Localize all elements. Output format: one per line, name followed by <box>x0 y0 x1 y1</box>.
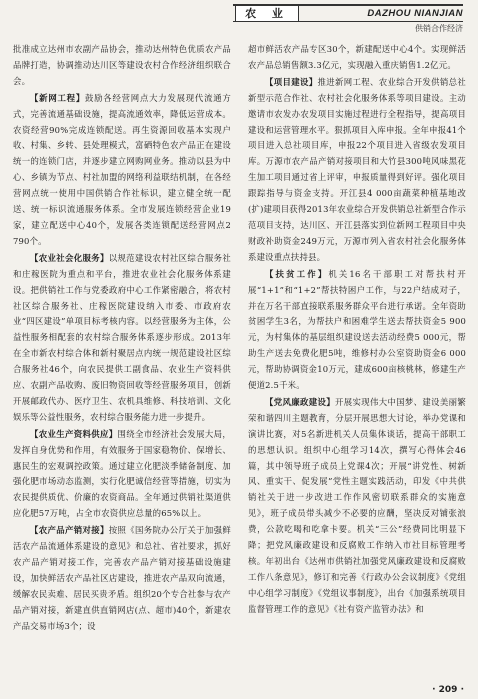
paragraph-heading: 【农业生产资料供应】 <box>30 428 118 439</box>
paragraph <box>13 42 231 90</box>
paragraph <box>248 42 466 74</box>
paragraph-text: 围绕全市经济社会发展大局，发挥自身优势和作用，有效服务于国家稳物价、保增长、惠民生的宏观调控政策。通过建立化肥淡季储备制度、加强化肥市场动态监测，实行化肥诚信经营等措施，切实为农民提供质优、价廉的农资商品。全年通过供销社渠道供应化肥57万吨，占全市农资供应总量的65%以上。 <box>13 428 231 519</box>
paragraph-text: 机关16名干部职工对帮扶村开展“1+1”和“1+2”帮扶特困户工作，与22户结成对子，并在万名干部直接联系服务群众平台进行承诺。全年资助贫困学生3名，为帮扶户和困难学生送去帮扶资金5 900元，为村集体的基层组织建设送去活动经费5 000元，帮助生产送去免费化肥5吨，维修村办公室资助资金6 000元，帮助协调资金10万元，建成600亩核桃林，修建生产便道2.5千米。 <box>248 268 466 391</box>
paragraph-heading: 【新网工程】 <box>30 92 85 103</box>
paragraph <box>13 251 231 426</box>
page-number: · 209 · <box>432 685 464 695</box>
left-column <box>13 42 231 672</box>
paragraph-heading: 【农产品产销对接】 <box>30 525 109 536</box>
paragraph-text: 开展实现伟大中国梦、建设美丽繁荣和谐四川主题教育，分层开展思想大讨论，举办党课和演讲比赛，对5名新进机关人员集体谈话，提高干部职工的思想认识。组织中心组学习14次，撰写心得体会46篇，其中领导班子成员上党课4次；开展“讲党性、树新风、重实干、促发展”党性主题实践活动，印发《中共供销社关于进一步改进工作作风密切联系群众的实施意见》，班子成员带头减少不必要的应酬，坚决反对铺张浪费，公款吃喝和吃拿卡要。机关“三公”经费同比明显下降；把党风廉政建设和反腐败工作纳入市社目标管理考核。年初出台《达州市供销社加强党风廉政建设和反腐败工作八条意见》，修订和完善《行政办公会议制度》《党组中心组学习制度》《党组议事制度》，出台《加强系统项目监督管理工作的意见》《社有资产监管办法》和 <box>248 396 466 614</box>
right-column <box>248 42 466 672</box>
paragraph <box>248 395 466 618</box>
subsection-title: 供销合作经济 <box>415 24 463 33</box>
paragraph-text: 超市鲜活农产品专区30个，新建配送中心4个。实现鲜活农产品总销售额3.3亿元，实现融入重庆销售1.2亿元。 <box>248 44 466 70</box>
paragraph-text: 鼓励各经营网点大力发展现代流通方式，完善流通基础设施，提高流通效率，降低运营成本。农资经营90%完成连锁配送。再生资源回收基本实现户收、村集、乡转、县处理模式，富硒特色农产品正在建设统一的连锁门店，并逐步建立网购网业务。推动以县为中心、乡镇为节点、村社加盟的网络利益联结机制，在各经营网点统一使用中国供销合作社标识，建立健全统一配送、统一标识流通服务体系。全市发展连锁经营企业19家，建立配送中心40个，发展各类连锁配送经营网点2 790个。 <box>13 92 231 246</box>
paragraph-heading: 【项目建设】 <box>265 76 318 87</box>
paragraph-heading: 【扶贫工作】 <box>265 268 329 279</box>
paragraph <box>248 267 466 394</box>
paragraph-heading: 【党风廉政建设】 <box>265 396 335 407</box>
paragraph-text: 批准成立达州市农副产品协会，推动达州特色优质农产品品牌打造，协调推动达川区等建设农村合作经济组织联合会。 <box>13 44 231 86</box>
paragraph-text: 推进新网工程、农业综合开发供销总社新型示范合作社、农村社会化服务体系等项目建设。主动邀请市农发办农发项目实施过程进行全程指导，提高项目建设和运营管理水平。狠抓项目入库申报。全年申报41个项目进入总社项目库，申报22个项目进入省级农发项目库。万源市农产品产销对接项目和大竹县300吨风味黑花生加工项目通过省上评审，申报质量得到好评。强化项目跟踪指导与资金支持。开江县4 000亩蔬菜种植基地改(扩)建项目获得2013年农业综合开发供销总社新型合作示范项目支持，达川区、开江县落实到位新网工程项目中央财政补助资金249万元，万源市列入省农村社会化服务体系建设重点扶持县。 <box>248 76 466 262</box>
page-header <box>0 0 478 36</box>
paragraph <box>13 91 231 250</box>
paragraph <box>248 75 466 266</box>
header-bar <box>233 4 463 22</box>
paragraph <box>13 427 231 522</box>
paragraph-text: 按照《国务院办公厅关于加强鲜活农产品流通体系建设的意见》和总社、省社要求，抓好农产品产销对接工作，完善农产品产销对接基础设施建设，加快鲜活农产品社区店建设，推进农产品双向流通，缓解农民卖难、居民买贵矛盾。组织20个专合社参与农产品产销对接，新建直供直销网店(点、超市)40个，新建农产品交易市场3个；设 <box>13 525 231 631</box>
paragraph-text: 以规范建设农村社区综合服务社和庄稼医院为重点和平台，推进农业社会化服务体系建设。把供销社工作与党委政府中心工作紧密融合，将农村社区综合服务社、庄稼医院建设纳入市委、市政府农业“四区建设”单项目标考核内容。以经营服务为主体，公益性服务相配套的农村综合服务体系逐步形成。2013年在全市新农村综合体和新村聚居点内统一规范建设社区综合服务社46个，向农民提供工副食品、农业生产资料供应、农副产品收购、废旧物资回收等经营服务项目，创新开展邮政代办、医疗卫生、农机具维修、科技培训、文化娱乐等公益性服务，农村综合服务能力进一步提升。 <box>13 252 231 422</box>
section-category: 农 业 <box>235 6 299 21</box>
yearbook-title: DAZHOU NIANJIAN <box>367 8 463 19</box>
paragraph-heading: 【农业社会化服务】 <box>30 252 109 263</box>
paragraph <box>13 523 231 634</box>
